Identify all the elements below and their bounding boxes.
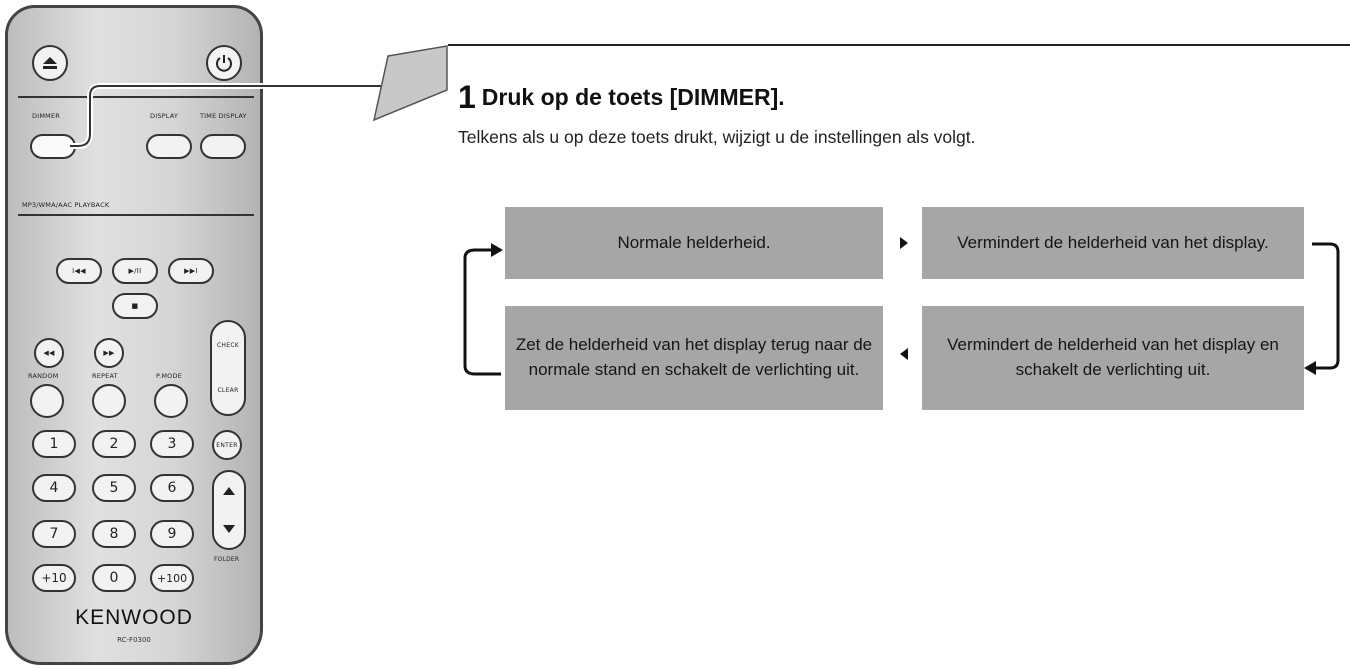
enter-button[interactable]: ENTER [212, 430, 242, 460]
number-button-1[interactable]: 1 [32, 430, 76, 458]
previous-button[interactable]: I◀◀ [56, 258, 102, 284]
callout-connector [0, 0, 460, 170]
flow-loop-right [1300, 236, 1350, 386]
check-label: CHECK [216, 342, 240, 349]
number-button-9[interactable]: 9 [150, 520, 194, 548]
repeat-label: REPEAT [92, 372, 118, 380]
number-button-0[interactable]: 0 [92, 564, 136, 592]
number-button-3[interactable]: 3 [150, 430, 194, 458]
flow-box-dimmed: Vermindert de helderheid van het display. [922, 207, 1304, 279]
pmode-label: P.MODE [156, 372, 183, 380]
plus100-button[interactable]: +100 [150, 564, 194, 592]
fast-forward-button[interactable]: ▶▶ [94, 338, 124, 368]
flow-box-normal: Normale helderheid. [505, 207, 883, 279]
step-description: Telkens als u op deze toets drukt, wijzigt u de instellingen als volgt. [458, 127, 976, 147]
flow-box-dimmed-light-off: Vermindert de helderheid van het display en schakelt de verlichting uit. [922, 306, 1304, 410]
playback-divider [18, 214, 254, 216]
random-button[interactable] [30, 384, 64, 418]
step-heading: Druk op de toets [DIMMER]. [481, 84, 785, 110]
model-number: RC-F0300 [117, 636, 151, 644]
pmode-button[interactable] [154, 384, 188, 418]
number-button-4[interactable]: 4 [32, 474, 76, 502]
number-button-6[interactable]: 6 [150, 474, 194, 502]
folder-up-icon [222, 486, 236, 496]
time-display-label: TIME DISPLAY [200, 112, 247, 120]
number-button-8[interactable]: 8 [92, 520, 136, 548]
step-title [458, 76, 785, 113]
dimmer-label: DIMMER [32, 112, 60, 120]
clear-label: CLEAR [217, 387, 239, 394]
random-label: RANDOM [28, 372, 59, 380]
rewind-button[interactable]: ◀◀ [34, 338, 64, 368]
number-button-2[interactable]: 2 [92, 430, 136, 458]
brand-logo: KENWOOD [75, 606, 193, 629]
step-tab [374, 46, 447, 120]
arrow-right-icon [899, 236, 909, 250]
check-clear-button[interactable] [210, 320, 246, 416]
play-pause-button[interactable]: ▶/II [112, 258, 158, 284]
number-button-5[interactable]: 5 [92, 474, 136, 502]
number-button-7[interactable]: 7 [32, 520, 76, 548]
stop-button[interactable]: ■ [112, 293, 158, 319]
folder-down-icon [222, 524, 236, 534]
plus10-button[interactable]: +10 [32, 564, 76, 592]
folder-button[interactable] [212, 470, 246, 550]
header-rule [448, 44, 1350, 46]
flow-loop-left [455, 236, 507, 386]
step-number: 1 [458, 79, 476, 115]
arrow-left-icon [899, 347, 909, 361]
display-label: DISPLAY [150, 112, 179, 120]
flow-box-reset-light-off: Zet de helderheid van het display terug naar de normale stand en schakelt de verlichting uit. [505, 306, 883, 410]
repeat-button[interactable] [92, 384, 126, 418]
playback-label: MP3/WMA/AAC PLAYBACK [22, 201, 110, 209]
next-button[interactable]: ▶▶I [168, 258, 214, 284]
folder-label: FOLDER [214, 556, 240, 563]
